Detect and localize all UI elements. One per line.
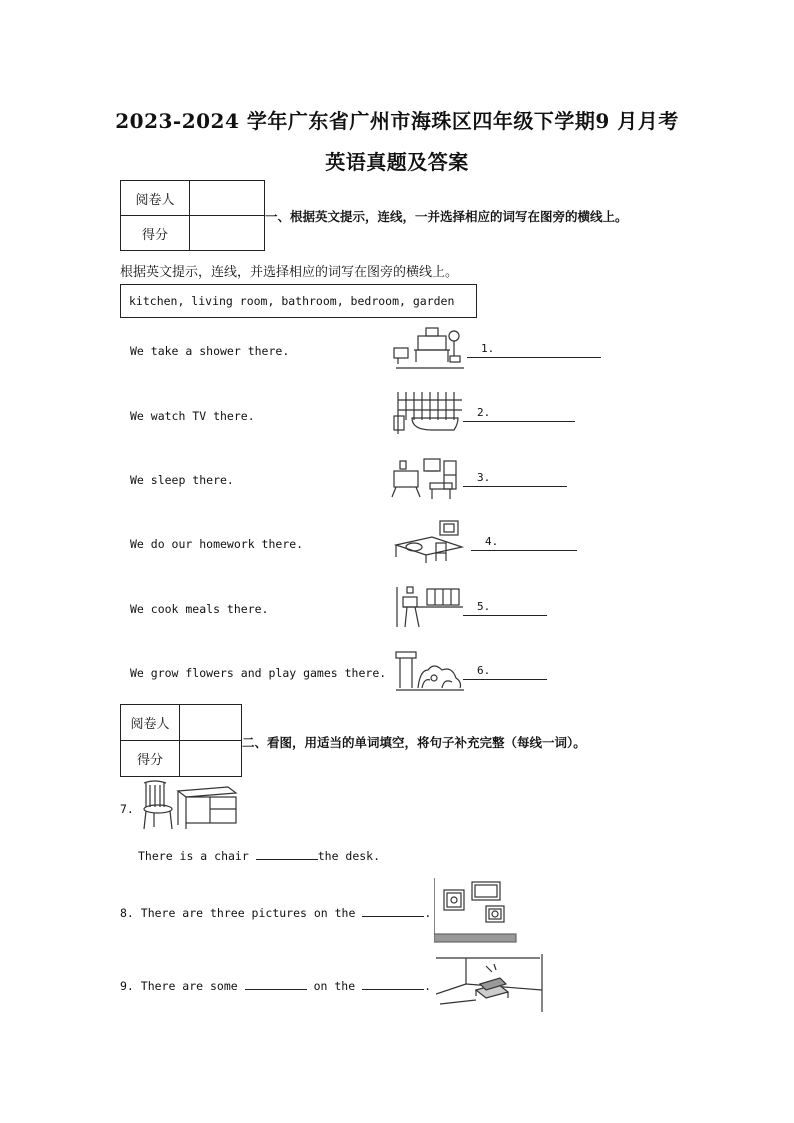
q9-blank-1[interactable] <box>245 979 307 990</box>
q8-period: . <box>424 906 432 920</box>
answer-line-3[interactable]: 3. <box>463 471 567 487</box>
study-room-picture <box>392 517 468 565</box>
section1-instruction: 根据英文提示，连线，并选择相应的词写在图旁的横线上。 <box>120 265 459 280</box>
item-3-sentence: We sleep there. <box>130 473 234 487</box>
q9-period: . <box>424 979 431 993</box>
answer-line-4[interactable]: 4. <box>471 535 577 551</box>
grader-label: 阅卷人 <box>121 181 190 216</box>
word-bank: kitchen, living room, bathroom, bedroom, garden <box>120 284 477 318</box>
item-6-sentence: We grow flowers and play games there. <box>130 666 387 680</box>
item-1-sentence: We take a shower there. <box>130 344 290 358</box>
q9-part1: 9. There are some <box>120 979 238 993</box>
q8-blank[interactable] <box>362 906 424 917</box>
score-cell <box>180 741 242 777</box>
q7-sentence <box>138 849 380 863</box>
chair-desk-picture <box>138 779 238 833</box>
score-label: 得分 <box>121 741 180 777</box>
q7-number: 7. <box>120 802 134 816</box>
wall-pictures-picture <box>434 878 518 946</box>
grader-label: 阅卷人 <box>121 705 180 741</box>
item-5-sentence: We cook meals there. <box>130 602 269 616</box>
grader-cell <box>180 705 242 741</box>
bedroom-picture <box>390 455 462 501</box>
living-room-picture <box>390 326 468 370</box>
garden-picture <box>394 648 466 694</box>
page-title: 2023-2024 学年广东省广州市海珠区四年级下学期9 月月考 <box>115 109 679 133</box>
item-2-sentence: We watch TV there. <box>130 409 255 423</box>
q9-part2: on the <box>313 979 356 993</box>
q7-part1: There is a chair <box>138 849 249 863</box>
q8-sentence <box>120 906 431 920</box>
q9-sentence <box>120 979 431 993</box>
kitchen-picture <box>393 583 465 629</box>
score-cell <box>190 216 265 251</box>
answer-line-5[interactable]: 5. <box>463 600 547 616</box>
item-4-sentence: We do our homework there. <box>130 537 304 551</box>
section2-heading: 二、看图，用适当的单词填空，将句子补充完整（每线一词）。 <box>242 735 586 750</box>
floor-books-picture <box>436 954 544 1014</box>
q8-text: 8. There are three pictures on the <box>120 906 356 920</box>
grader-table-2 <box>120 704 242 777</box>
bathroom-picture <box>392 390 464 436</box>
grader-cell <box>190 181 265 216</box>
answer-line-1[interactable]: 1. <box>467 342 601 358</box>
q9-blank-2[interactable] <box>362 979 424 990</box>
q7-part2: the desk. <box>317 849 381 863</box>
page-subtitle: 英语真题及答案 <box>325 150 469 174</box>
score-label: 得分 <box>121 216 190 251</box>
q7-blank[interactable] <box>256 849 318 860</box>
section1-heading: 一、根据英文提示，连线，一并选择相应的词写在图旁的横线上。 <box>265 209 628 224</box>
answer-line-6[interactable]: 6. <box>463 664 547 680</box>
answer-line-2[interactable]: 2. <box>463 406 575 422</box>
grader-table-1 <box>120 180 265 251</box>
